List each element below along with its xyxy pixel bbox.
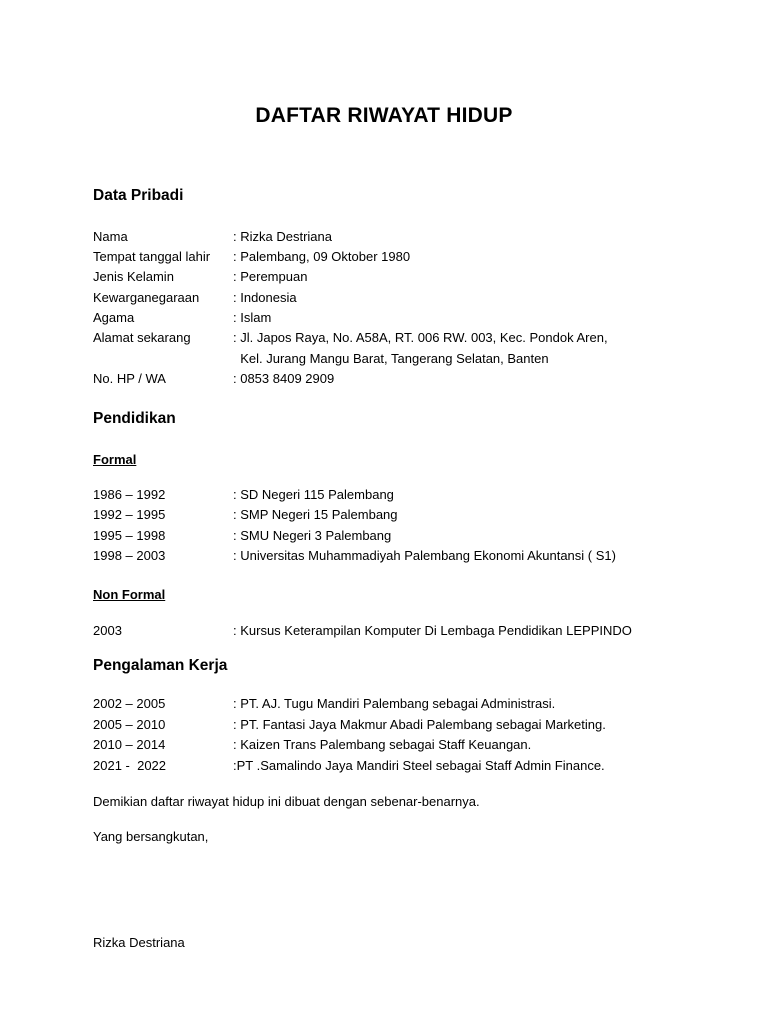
personal-row-address-cont [93,351,549,367]
row-label: Agama [93,310,135,325]
personal-row-address [93,330,608,346]
row-value: : PT. AJ. Tugu Mandiri Palembang sebagai Administrasi. [233,696,556,711]
personal-row-nama [93,229,332,245]
signature-name: Rizka Destriana [93,935,185,950]
closing-greeting: Yang bersangkutan, [93,829,209,844]
row-label: Kewarganegaraan [93,290,200,305]
row-value: : Rizka Destriana [233,229,332,244]
row-label: Jenis Kelamin [93,269,174,284]
personal-row-gender [93,269,307,285]
row-value: : PT. Fantasi Jaya Makmur Abadi Palembang sebagai Marketing. [233,717,606,732]
row-value: :PT .Samalindo Jaya Mandiri Steel sebagai Staff Admin Finance. [233,758,605,773]
row-label: Alamat sekarang [93,330,191,345]
section-heading-data-pribadi: Data Pribadi [93,187,184,204]
row-value: : SMP Negeri 15 Palembang [233,507,398,522]
personal-row-religion [93,310,271,326]
row-label: 2003 [93,623,122,638]
row-label: 1998 – 2003 [93,548,166,563]
section-heading-pengalaman-kerja: Pengalaman Kerja [93,657,228,674]
education-row [93,507,398,523]
row-value: : Universitas Muhammadiyah Palembang Ekonomi Akuntansi ( S1) [233,548,616,563]
row-label: Tempat tanggal lahir [93,249,211,264]
row-value: : Jl. Japos Raya, No. A58A, RT. 006 RW. 003, Kec. Pondok Aren, [233,330,608,345]
row-label: 1995 – 1998 [93,528,166,543]
experience-row [93,737,531,753]
section-heading-pendidikan: Pendidikan [93,410,176,427]
row-value: Kel. Jurang Mangu Barat, Tangerang Selatan, Banten [233,351,549,366]
row-label: 2005 – 2010 [93,717,166,732]
row-value: : Palembang, 09 Oktober 1980 [233,249,411,264]
row-label: 1992 – 1995 [93,507,166,522]
personal-row-phone [93,371,334,387]
document-title: DAFTAR RIWAYAT HIDUP [255,104,513,127]
row-value: : SD Negeri 115 Palembang [233,487,394,502]
row-value: : Kursus Keterampilan Komputer Di Lembaga Pendidikan LEPPINDO [233,623,632,638]
experience-row [93,758,605,774]
row-value: : Kaizen Trans Palembang sebagai Staff Keuangan. [233,737,532,752]
experience-row [93,717,606,733]
row-value: : SMU Negeri 3 Palembang [233,528,392,543]
row-label: Nama [93,229,128,244]
row-label: No. HP / WA [93,371,166,386]
row-value: : Perempuan [233,269,308,284]
personal-row-nationality [93,290,297,306]
personal-row-birth [93,249,410,265]
row-label: 2010 – 2014 [93,737,166,752]
row-value: : 0853 8409 2909 [233,371,335,386]
education-row [93,548,616,564]
row-label: 2021 - 2022 [93,758,167,773]
education-row [93,487,394,503]
row-label: 2002 – 2005 [93,696,166,711]
row-value: : Indonesia [233,290,297,305]
experience-row [93,696,555,712]
subheading-formal: Formal [93,452,137,467]
row-label: 1986 – 1992 [93,487,166,502]
subheading-non-formal: Non Formal [93,587,166,602]
row-value: : Islam [233,310,272,325]
course-row [93,623,632,639]
education-row [93,528,391,544]
closing-statement: Demikian daftar riwayat hidup ini dibuat dengan sebenar-benarnya. [93,794,480,809]
